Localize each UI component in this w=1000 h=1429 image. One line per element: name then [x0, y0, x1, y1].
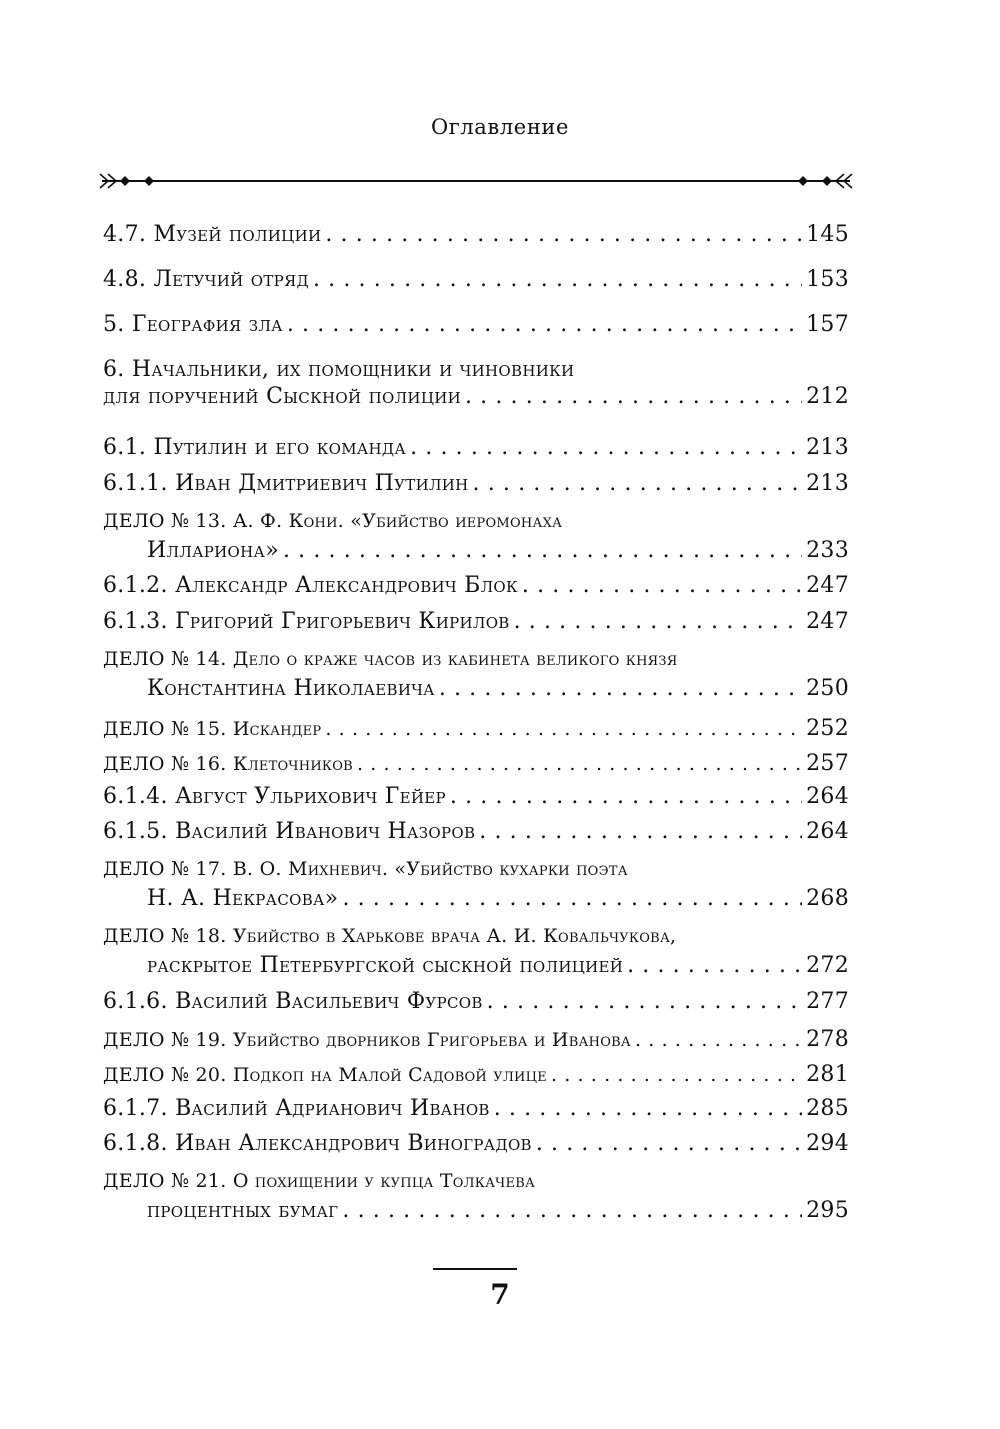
toc-entry-title-continued: Иллариона» [147, 538, 279, 563]
toc-entry[interactable] [103, 609, 849, 634]
toc-entry-title: 6.1. Путилин и его команда [103, 435, 407, 460]
toc-entry-page: 213 [806, 471, 849, 496]
toc-entry-title: 6.1.3. Григорий Григорьевич Кирилов [103, 609, 510, 634]
toc-entry[interactable] [103, 267, 849, 292]
toc-entry[interactable] [103, 357, 849, 409]
toc-entry-page: 277 [806, 989, 849, 1014]
toc-leader-dots [473, 471, 803, 496]
toc-leader-dots [450, 784, 802, 809]
toc-entry[interactable] [103, 435, 849, 460]
toc-entry[interactable] [103, 510, 849, 563]
toc-entry-title: 6.1.1. Иван Дмитриевич Путилин [103, 471, 469, 496]
toc-entry-title-continued: для поручений Сыскной полиции [103, 384, 461, 409]
toc-entry-page: 295 [806, 1198, 849, 1223]
toc-entry[interactable] [103, 648, 849, 701]
toc-entry-title: ДЕЛО № 17. В. О. Михневич. «Убийство кухарки поэта [103, 858, 628, 880]
toc-entry[interactable] [103, 1131, 849, 1156]
toc-entry-title: 6.1.4. Август Ульрихович Гейер [103, 784, 446, 809]
toc-leader-dots [551, 1064, 802, 1086]
toc-entry-title-continued: Константина Николаевича [147, 676, 435, 701]
toc-leader-dots [410, 435, 802, 460]
toc-entry-page: 157 [806, 312, 849, 337]
toc-entry-title: 6.1.8. Иван Александрович Виноградов [103, 1131, 532, 1156]
toc-entry[interactable] [103, 312, 849, 337]
toc-entry[interactable] [103, 573, 849, 598]
footer-rule [433, 1268, 517, 1270]
toc-entry-page: 278 [806, 1027, 849, 1052]
toc-entry-title: ДЕЛО № 21. О похищении у купца Толкачева [103, 1170, 536, 1192]
toc-entry-title: 6.1.7. Василий Адрианович Иванов [103, 1096, 490, 1121]
toc-entry-page: 264 [806, 819, 849, 844]
toc-entry-page: 268 [806, 886, 849, 911]
toc-entry-title-continued: Н. А. Некрасова» [147, 886, 339, 911]
toc-entry-title: ДЕЛО № 18. Убийство в Харькове врача А. И. Ковальчукова, [103, 925, 677, 947]
toc-entry-title-continued: процентных бумаг [147, 1198, 339, 1223]
toc-entry[interactable] [103, 925, 849, 978]
toc-leader-dots [494, 1096, 802, 1121]
toc-entry-title: ДЕЛО № 14. Дело о краже часов из кабинета великого князя [103, 648, 678, 670]
toc-entry-page: 153 [806, 267, 849, 292]
toc-leader-dots [514, 609, 802, 634]
toc-entry-page: 213 [806, 435, 849, 460]
toc-entry-title: ДЕЛО № 13. А. Ф. Кони. «Убийство иеромонаха [103, 510, 563, 532]
toc-entry[interactable] [103, 989, 849, 1014]
toc-entry-title: 6.1.6. Василий Васильевич Фурсов [103, 989, 483, 1014]
toc-entry-page: 247 [806, 609, 849, 634]
toc-entry[interactable] [103, 1062, 849, 1087]
toc-entry-title: 6.1.2. Александр Александрович Блок [103, 573, 518, 598]
toc-entry-page: 233 [806, 538, 849, 563]
toc-entry-page: 272 [806, 953, 849, 978]
page-number: 7 [490, 1278, 510, 1311]
toc-entry-page: 250 [806, 676, 849, 701]
header-ornament-divider [98, 164, 854, 198]
toc-entry[interactable] [103, 716, 849, 741]
toc-entry-page: 257 [806, 751, 849, 776]
toc-entry-title: ДЕЛО № 16. Клеточников [103, 753, 353, 775]
toc-leader-dots [325, 222, 802, 247]
toc-entry[interactable] [103, 1170, 849, 1223]
toc-entry-title: ДЕЛО № 20. Подкоп на Малой Садовой улице [103, 1064, 547, 1086]
toc-entry-title: 6. Начальники, их помощники и чиновники [103, 357, 575, 382]
toc-leader-dots [627, 953, 802, 978]
toc-entry-page: 145 [806, 222, 849, 247]
toc-entry-page: 294 [806, 1131, 849, 1156]
toc-leader-dots [325, 718, 802, 740]
toc-entry-page: 285 [806, 1096, 849, 1121]
toc-leader-dots [357, 753, 802, 775]
toc-entry[interactable] [103, 1096, 849, 1121]
toc-entry-title: 6.1.5. Василий Иванович Назоров [103, 819, 476, 844]
page-header-title: Оглавление [430, 115, 570, 139]
toc-leader-dots [313, 267, 802, 292]
toc-entry-page: 252 [806, 716, 849, 741]
toc-leader-dots [487, 989, 802, 1014]
toc-entry-page: 247 [806, 573, 849, 598]
toc-leader-dots [342, 886, 802, 911]
toc-leader-dots [283, 538, 802, 563]
toc-entry-page: 212 [806, 384, 849, 409]
toc-entry-page: 281 [806, 1062, 849, 1087]
toc-entry-page: 264 [806, 784, 849, 809]
toc-leader-dots [287, 312, 802, 337]
toc-leader-dots [635, 1029, 802, 1051]
toc-entry[interactable] [103, 858, 849, 911]
toc-entry-title: 5. География зла [103, 312, 283, 337]
toc-entry[interactable] [103, 751, 849, 776]
toc-entry-title: 4.8. Летучий отряд [103, 267, 309, 292]
toc-entry[interactable] [103, 819, 849, 844]
toc-entry-title: ДЕЛО № 19. Убийство дворников Григорьева и Иванова [103, 1029, 632, 1051]
toc-entry[interactable] [103, 784, 849, 809]
toc-entry[interactable] [103, 222, 849, 247]
toc-leader-dots [536, 1131, 802, 1156]
toc-entry[interactable] [103, 471, 849, 496]
toc-leader-dots [342, 1198, 802, 1223]
toc-leader-dots [479, 819, 802, 844]
toc-entry-title: 4.7. Музей полиции [103, 222, 322, 247]
toc-leader-dots [522, 573, 802, 598]
toc-leader-dots [439, 676, 802, 701]
toc-entry-title-continued: раскрытое Петербургской сыскной полицией [147, 953, 624, 978]
toc-entry-title: ДЕЛО № 15. Искандер [103, 718, 322, 740]
toc-entry[interactable] [103, 1027, 849, 1052]
toc-leader-dots [465, 384, 802, 409]
